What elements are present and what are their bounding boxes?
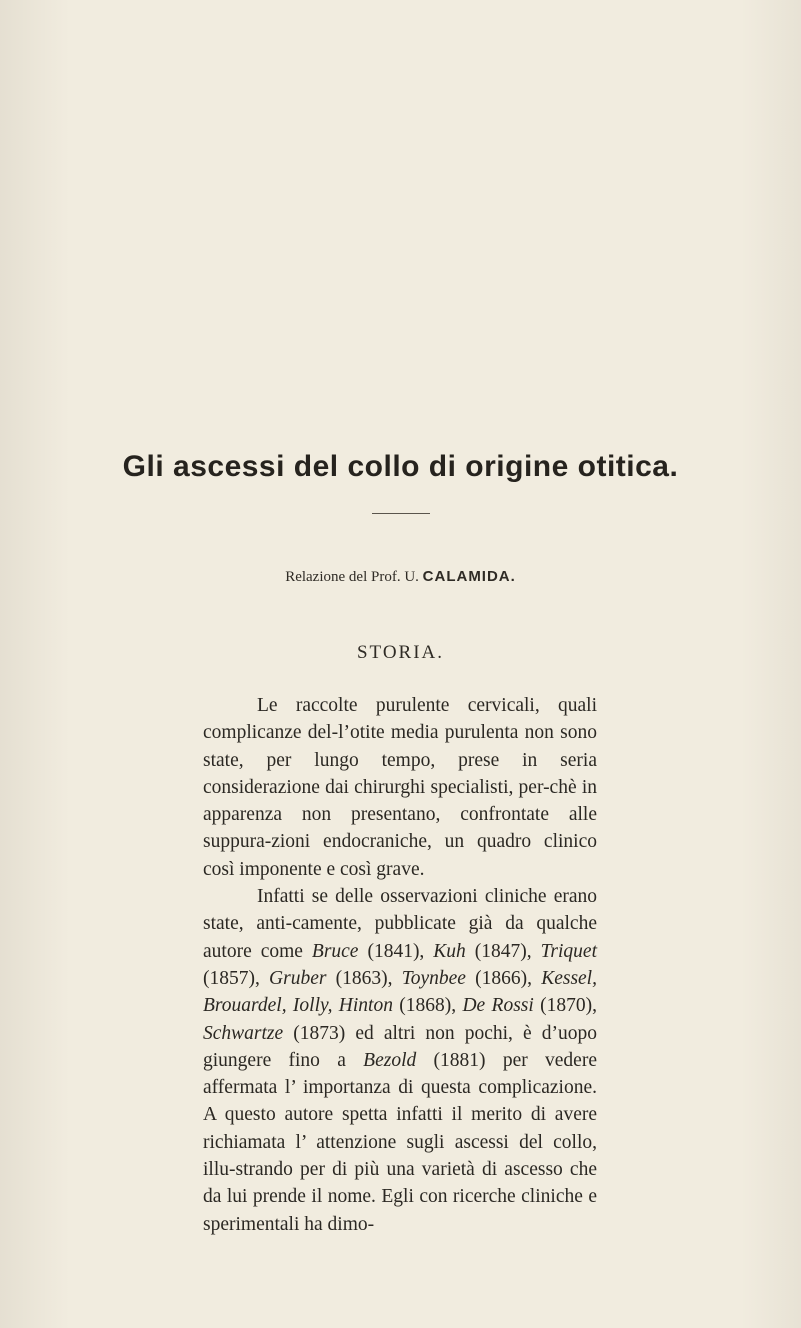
cited-author: Gruber [269, 967, 327, 989]
cited-author: Toynbee [401, 967, 466, 989]
paragraph-1: Le raccolte purulente cervicali, quali complicanze del-l’otite media purulenta non sono state, per lungo tempo, prese in seria considerazione dai chirurghi specialisti, per-chè in apparenza non presentano, confrontate alle suppura-zioni endocraniche, un quadro clinico così imponente e così grave. [203, 695, 597, 880]
byline [0, 568, 801, 586]
section-heading: STORIA. [356, 642, 445, 663]
text-run: (1847), [465, 940, 541, 962]
text-run: Infatti se delle osservazioni cliniche erano state, anti-camente, pubblicate già da qualche autore come [203, 886, 597, 962]
article-title: Gli ascessi del collo di origine otitica. [122, 450, 679, 483]
text-run: (1868), [392, 995, 463, 1017]
text-run: (1866), [465, 967, 542, 989]
cited-author: Kessel, Brouardel, Iolly, Hinton [203, 967, 597, 1017]
cited-author: Bruce [311, 940, 359, 962]
cited-author: Triquet [540, 940, 597, 962]
text-run: (1870), [533, 995, 597, 1017]
cited-author: Schwartze [203, 1022, 284, 1044]
text-run: (1863), [326, 967, 402, 989]
body-text [203, 692, 597, 1238]
text-run: (1881) per vedere affermata l’ importanza di questa complicazione. A questo autore spetta infatti il merito di avere richiamata l’ attenzione sugli ascessi del collo, illu-strando per di più una varietà di ascesso che da lui prende il nome. Egli con ricerche cliniche e sperimentali ha dimo- [203, 1049, 597, 1235]
text-run: (1873) ed altri non pochi, è d’uopo giungere fino a [203, 1022, 597, 1071]
title-divider [372, 513, 430, 514]
cited-author: Kuh [433, 940, 466, 962]
byline-prefix: Relazione del Prof. U. [285, 569, 419, 585]
byline-author: CALAMIDA. [422, 568, 516, 585]
cited-author: Bezold [363, 1049, 417, 1071]
text-run: (1857), [203, 967, 270, 989]
text-run: (1841), [358, 940, 434, 962]
cited-author: De Rossi [462, 995, 534, 1017]
paragraph-2 [203, 883, 597, 1238]
